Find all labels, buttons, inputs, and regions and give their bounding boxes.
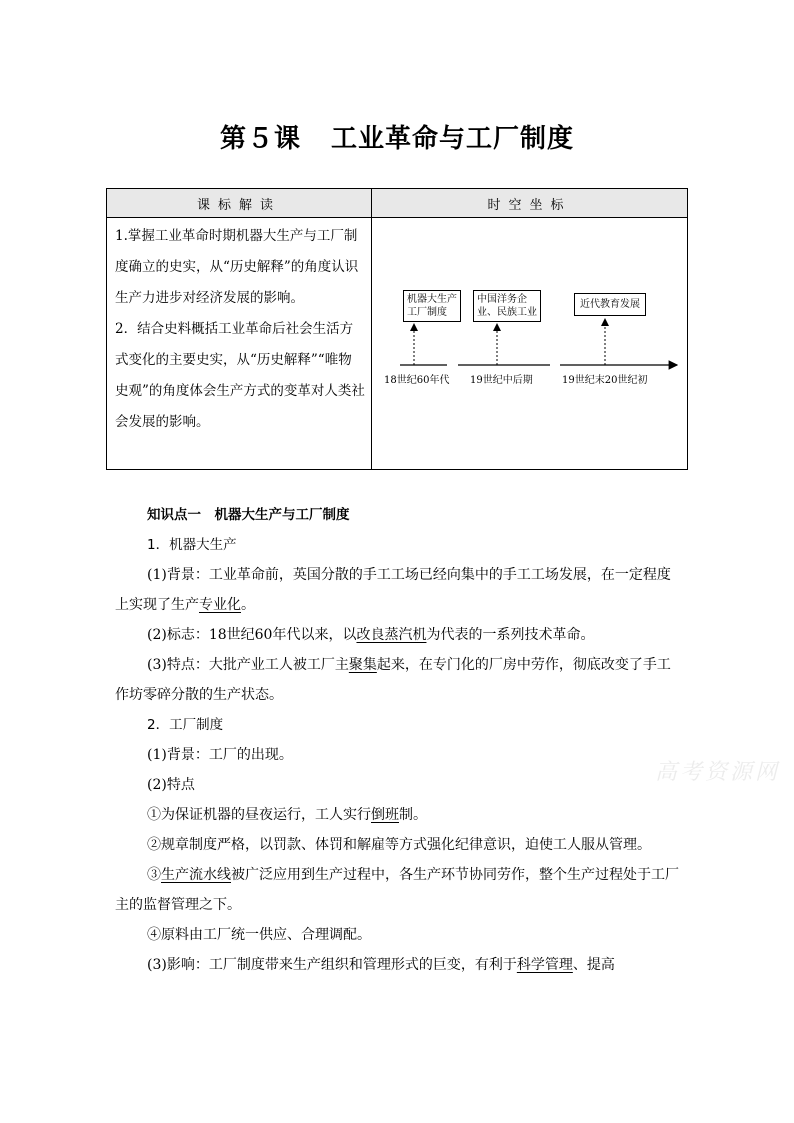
paragraph-factory-background: (1)背景：工厂的出现。 [147, 747, 293, 763]
header-timeline: 时空坐标 [372, 189, 688, 218]
paragraph-symbol [115, 620, 683, 650]
timeline-label-1: 18世纪60年代 [384, 375, 450, 386]
timeline-label-3: 19世纪末20世纪初 [562, 375, 648, 386]
curriculum-reading-cell [107, 218, 372, 470]
key-term: 科学管理 [516, 957, 573, 973]
text: (2)标志：18世纪60年代以来，以 [147, 627, 357, 643]
text: 、提高 [572, 957, 615, 973]
timeline-box-2 [473, 290, 541, 322]
lesson-number: 第５课 [219, 124, 301, 154]
feature-item-1 [115, 800, 683, 830]
timeline-lines [372, 218, 688, 469]
subheading-factory-system: 2．工厂制度 [147, 717, 224, 733]
box-3-line1: 近代教育发展 [580, 299, 640, 310]
timeline-box-1 [403, 290, 461, 322]
paragraph-features [115, 650, 683, 710]
paragraph-background [115, 560, 683, 620]
key-term: 改良蒸汽机 [356, 627, 427, 643]
header-curriculum-reading: 课标解读 [107, 189, 372, 218]
key-term: 生产流水线 [161, 867, 231, 883]
section-heading: 知识点一 机器大生产与工厂制度 [147, 507, 350, 523]
feature-item-2: ②规章制度严格，以罚款、体罚和解雇等方式强化纪律意识，迫使工人服从管理。 [147, 837, 651, 853]
text: ③ [147, 867, 161, 883]
timeline-box-3 [574, 293, 646, 316]
paragraph-factory-features-heading: (2)特点 [147, 777, 195, 793]
reading-item-1: 1.掌握工业革命时期机器大生产与工厂制度确立的史实，从“历史解释”的角度认识生产力进步对经济发展的影响。 [115, 228, 359, 306]
box-1-line2: 工厂制度 [407, 307, 447, 318]
timeline-label-2: 19世纪中后期 [470, 375, 533, 386]
subheading-machine-production: 1．机器大生产 [147, 537, 237, 553]
text: 制。 [399, 807, 427, 823]
key-term: 聚集 [348, 657, 377, 673]
timeline-cell [372, 218, 688, 470]
text: 被广泛应用到生产过程中，各生产环节协同劳作，整个生产过程处于工厂主的监督管理之下。 [115, 867, 679, 913]
text: (3)影响：工厂制度带来生产组织和管理形式的巨变，有利于 [147, 957, 517, 973]
watermark: 高考资源网 [655, 760, 781, 785]
objectives-table [106, 188, 688, 470]
key-term: 专业化 [199, 597, 241, 613]
text: (3)特点：大批产业工人被工厂主 [147, 657, 349, 673]
main-content [115, 500, 683, 980]
text: 起来，在专门化的厂房中劳作，彻底改变了手工作坊零碎分散的生产状态。 [115, 657, 671, 703]
box-2-line1: 中国洋务企 [477, 294, 527, 305]
page-title [0, 118, 794, 155]
text: (1)背景：工业革命前，英国分散的手工工场已经向集中的手工工场发展，在一定程度上实现了生产 [115, 567, 671, 613]
box-2-line2: 业、民族工业 [477, 307, 537, 318]
lesson-title: 工业革命与工厂制度 [331, 124, 575, 154]
key-term: 倒班 [371, 807, 399, 823]
box-1-line1: 机器大生产 [407, 294, 457, 305]
text: ①为保证机器的昼夜运行，工人实行 [147, 807, 371, 823]
text: 为代表的一系列技术革命。 [426, 627, 595, 643]
feature-item-4: ④原料由工厂统一供应、合理调配。 [147, 927, 371, 943]
reading-item-2: 2．结合史料概括工业革命后社会生活方式变化的主要史实，从“历史解释”“唯物史观”的角度体会生产方式的变革对人类社会发展的影响。 [115, 321, 365, 430]
feature-item-3 [115, 860, 683, 920]
timeline-diagram [372, 218, 687, 469]
paragraph-impact [115, 950, 683, 980]
text: 。 [241, 597, 255, 613]
